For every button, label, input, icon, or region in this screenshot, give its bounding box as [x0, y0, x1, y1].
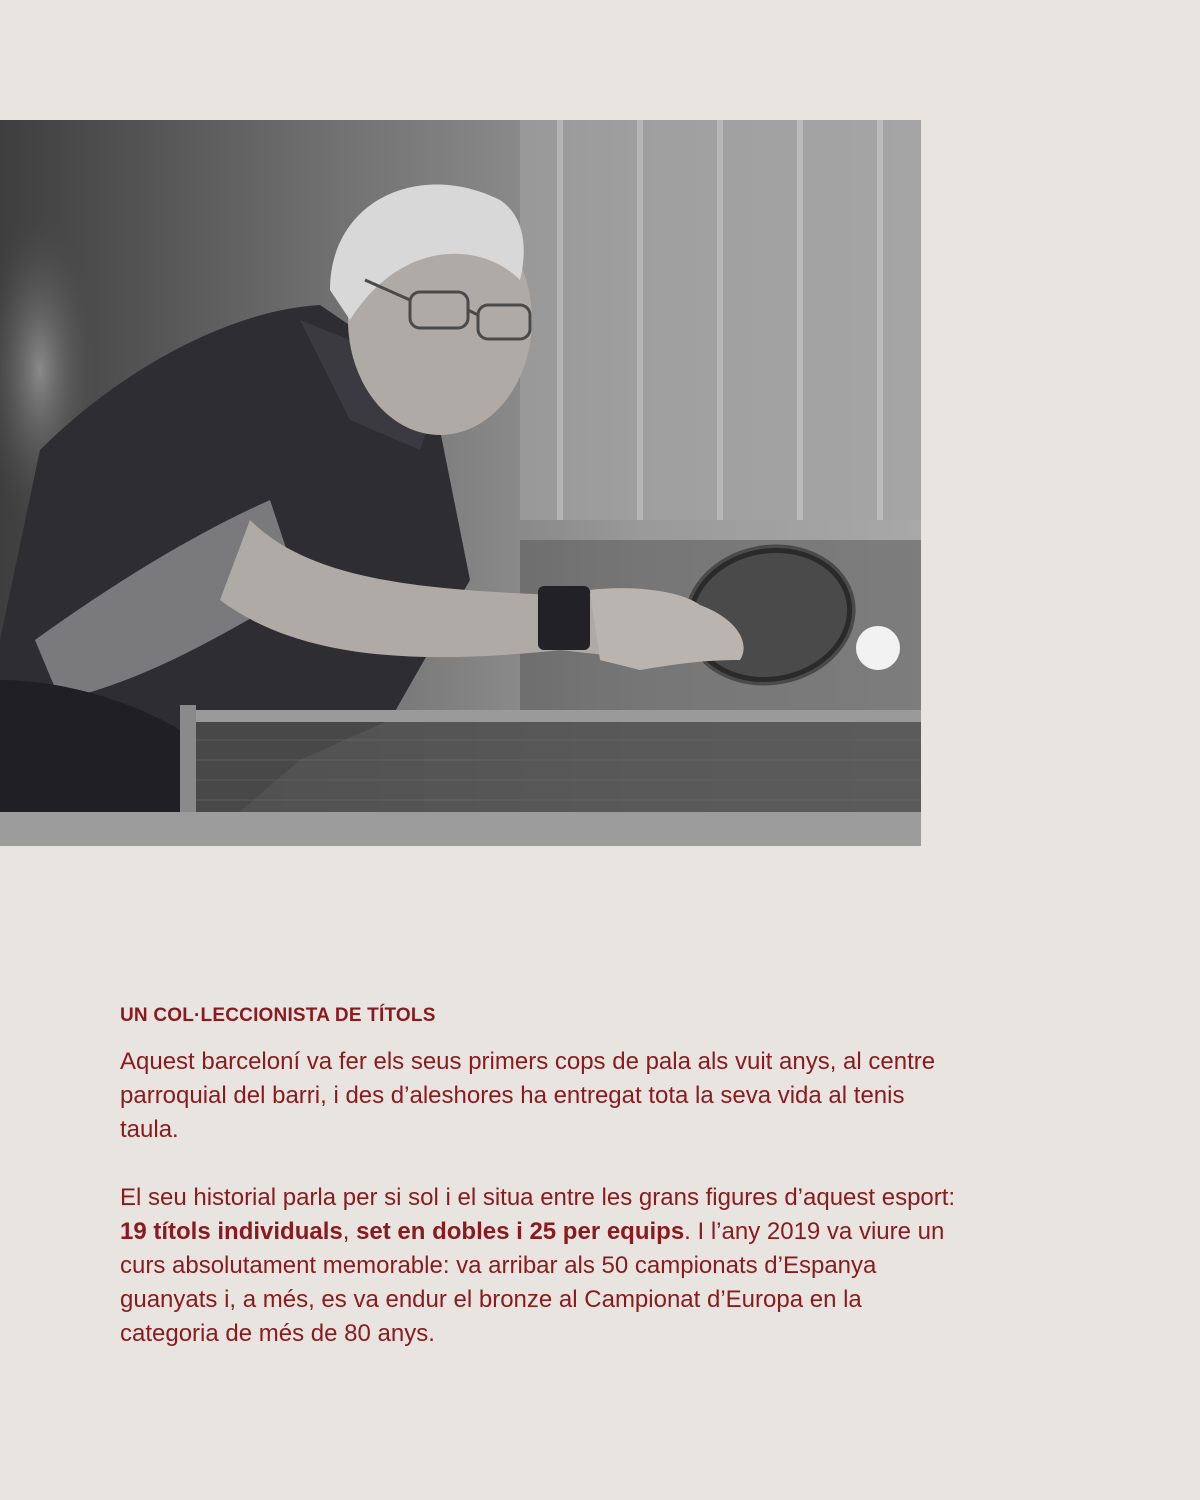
paragraph-record-text-2: . I l’any 2019 va viure un curs absolutament memorable: va arribar als 50 campionats d’Espanya guanyats i, a més, es va endur el bronze al Campionat d’Europa en la categoria de més de 80 anys. [120, 1218, 945, 1347]
individual-titles-highlight: 19 títols individuals [120, 1218, 343, 1245]
photo-illustration [0, 120, 921, 846]
doubles-team-titles-highlight: set en dobles i 25 per equips [356, 1218, 685, 1245]
paragraph-intro: Aquest barceloní va fer els seus primers cops de pala als vuit anys, al centre parroquial del barri, i des d’aleshores ha entregat tota la seva vida al tenis taula. [120, 1048, 936, 1143]
paragraph-record-separator: , [342, 1218, 357, 1245]
table-tennis-player-photo [0, 120, 921, 846]
paragraph-record [120, 1181, 960, 1351]
paragraph-record-text-1: El seu historial parla per si sol i el situa entre les grans figures d’aquest esport: [120, 1184, 956, 1211]
article-text [120, 1003, 960, 1351]
section-title: UN COL·LECCIONISTA DE TÍTOLS [120, 1005, 436, 1026]
